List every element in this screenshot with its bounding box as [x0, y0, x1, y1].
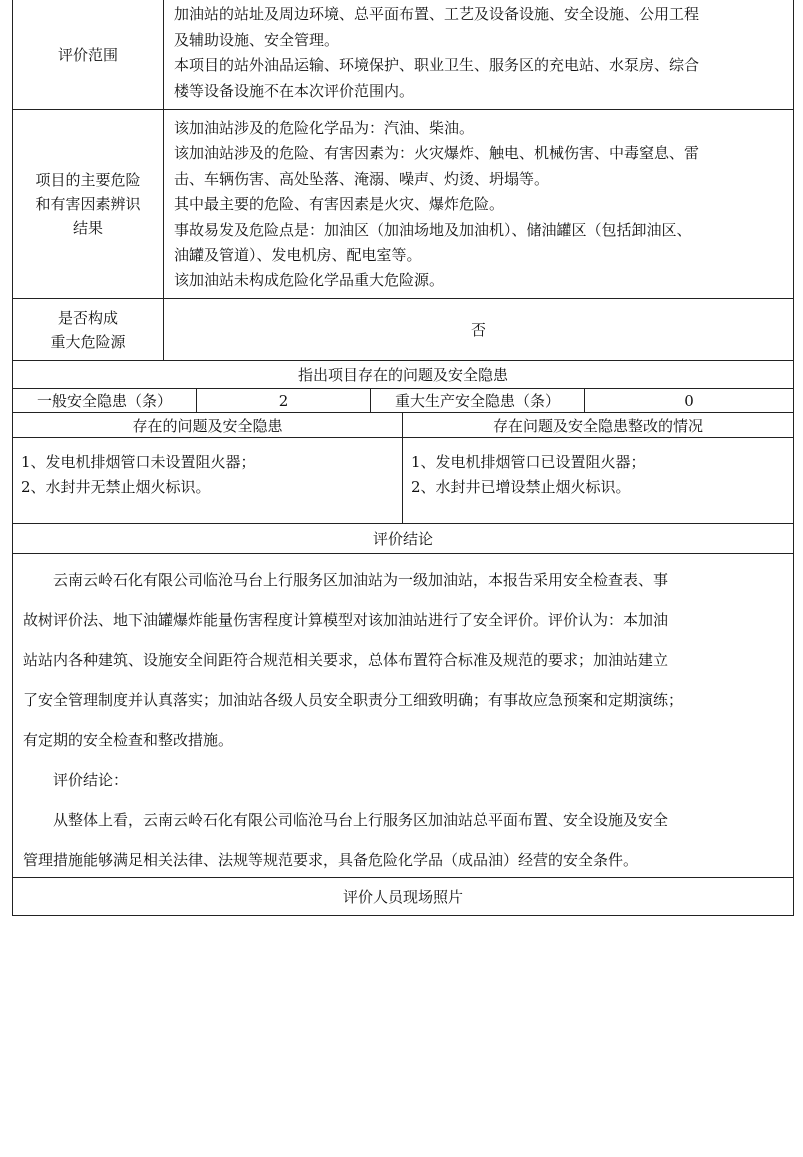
scope-line: 加油站的站址及周边环境、总平面布置、工艺及设备设施、安全设施、公用工程 [174, 5, 700, 23]
issues-header-row [13, 413, 793, 438]
problem-item: 2、水封井无禁止烟火标识。 [21, 478, 211, 496]
conclusion-body [13, 554, 793, 877]
issues-content-row [13, 438, 793, 524]
major-hazard-count: 0 [684, 391, 694, 410]
major-hazard-count-label: 重大生产安全隐患（条） [371, 389, 585, 412]
conclusion-title-row [13, 524, 793, 554]
hazards-line: 事故易发及危险点是：加油区（加油场地及加油机）、储油罐区（包括卸油区、 [174, 220, 692, 239]
scope-line: 及辅助设施、安全管理。 [174, 30, 340, 49]
rectification-item: 1、发电机排烟管口已设置阻火器； [411, 453, 646, 471]
problem-item: 1、发电机排烟管口未设置阻火器； [21, 453, 256, 471]
issues-section-title: 指出项目存在的问题及安全隐患 [297, 366, 508, 384]
conclusion-line: 故树评价法、地下油罐爆炸能量伤害程度计算模型对该加油站进行了安全评价。评价认为：本加油 [23, 611, 669, 629]
conclusion-subheading: 评价结论： [53, 771, 129, 789]
general-hazard-count: 2 [197, 389, 371, 412]
photos-title-row [13, 878, 793, 916]
hazards-content [164, 110, 793, 298]
conclusion-line: 站站内各种建筑、设施安全间距符合规范相关要求，总体布置符合标准及规范的要求；加油站建立 [23, 651, 669, 669]
hazards-line: 其中最主要的危险、有害因素是火灾、爆炸危险。 [174, 195, 505, 214]
conclusion-section-title: 评价结论 [372, 530, 433, 548]
hazards-line: 油罐及管道）、发电机房、配电室等。 [174, 246, 422, 265]
hazards-line: 击、车辆伤害、高处坠落、淹溺、噪声、灼烫、坍塌等。 [174, 169, 550, 188]
hazards-line: 该加油站涉及的危险、有害因素为：火灾爆炸、触电、机械伤害、中毒窒息、雷 [174, 144, 700, 163]
conclusion-line: 有定期的安全检查和整改措施。 [23, 731, 234, 749]
conclusion-line: 从整体上看，云南云岭石化有限公司临沧马台上行服务区加油站总平面布置、安全设施及安全 [53, 811, 669, 829]
hazards-line: 该加油站未构成危险化学品重大危险源。 [174, 271, 445, 290]
major-hazard-label-line: 是否构成 [57, 308, 118, 327]
hazards-line: 该加油站涉及的危险化学品为：汽油、柴油。 [174, 119, 475, 137]
scope-content [164, 0, 793, 109]
hazards-label-line: 项目的主要危险 [35, 171, 141, 189]
major-hazard-value: 否 [470, 321, 486, 339]
scope-line: 本项目的站外油品运输、环境保护、职业卫生、服务区的充电站、水泵房、综合 [174, 56, 700, 75]
general-hazard-label: 一般安全隐患（条） [13, 389, 197, 412]
problems-header: 存在的问题及安全隐患 [13, 413, 403, 437]
problems-list [13, 438, 403, 523]
rectification-header: 存在问题及安全隐患整改的情况 [492, 416, 703, 435]
rectification-list [403, 438, 793, 523]
issue-counts-row [13, 389, 793, 413]
scope-label: 评价范围 [13, 0, 164, 109]
conclusion-line: 云南云岭石化有限公司临沧马台上行服务区加油站为一级加油站，本报告采用安全检查表、事 [53, 571, 669, 589]
conclusion-body-row [13, 554, 793, 878]
hazards-label [13, 110, 164, 298]
major-hazard-row [13, 299, 793, 361]
major-hazard-label-line: 重大危险源 [50, 332, 126, 351]
conclusion-line: 管理措施能够满足相关法律、法规等规范要求，具备危险化学品（成品油）经营的安全条件。 [23, 851, 639, 869]
hazards-row [13, 110, 793, 299]
hazards-label-line: 和有害因素辨识 [35, 195, 141, 213]
scope-row [13, 0, 793, 110]
hazards-label-line: 结果 [72, 219, 103, 237]
photos-section-title: 评价人员现场照片 [342, 888, 463, 906]
major-hazard-label [13, 299, 164, 360]
conclusion-line: 了安全管理制度并认真落实；加油站各级人员安全职责分工细致明确；有事故应急预案和定期演练； [23, 691, 684, 709]
issues-title-row [13, 361, 793, 389]
rectification-item: 2、水封井已增设禁止烟火标识。 [411, 478, 631, 496]
evaluation-table [12, 0, 794, 916]
scope-line: 楼等设备设施不在本次评价范围内。 [174, 81, 415, 100]
